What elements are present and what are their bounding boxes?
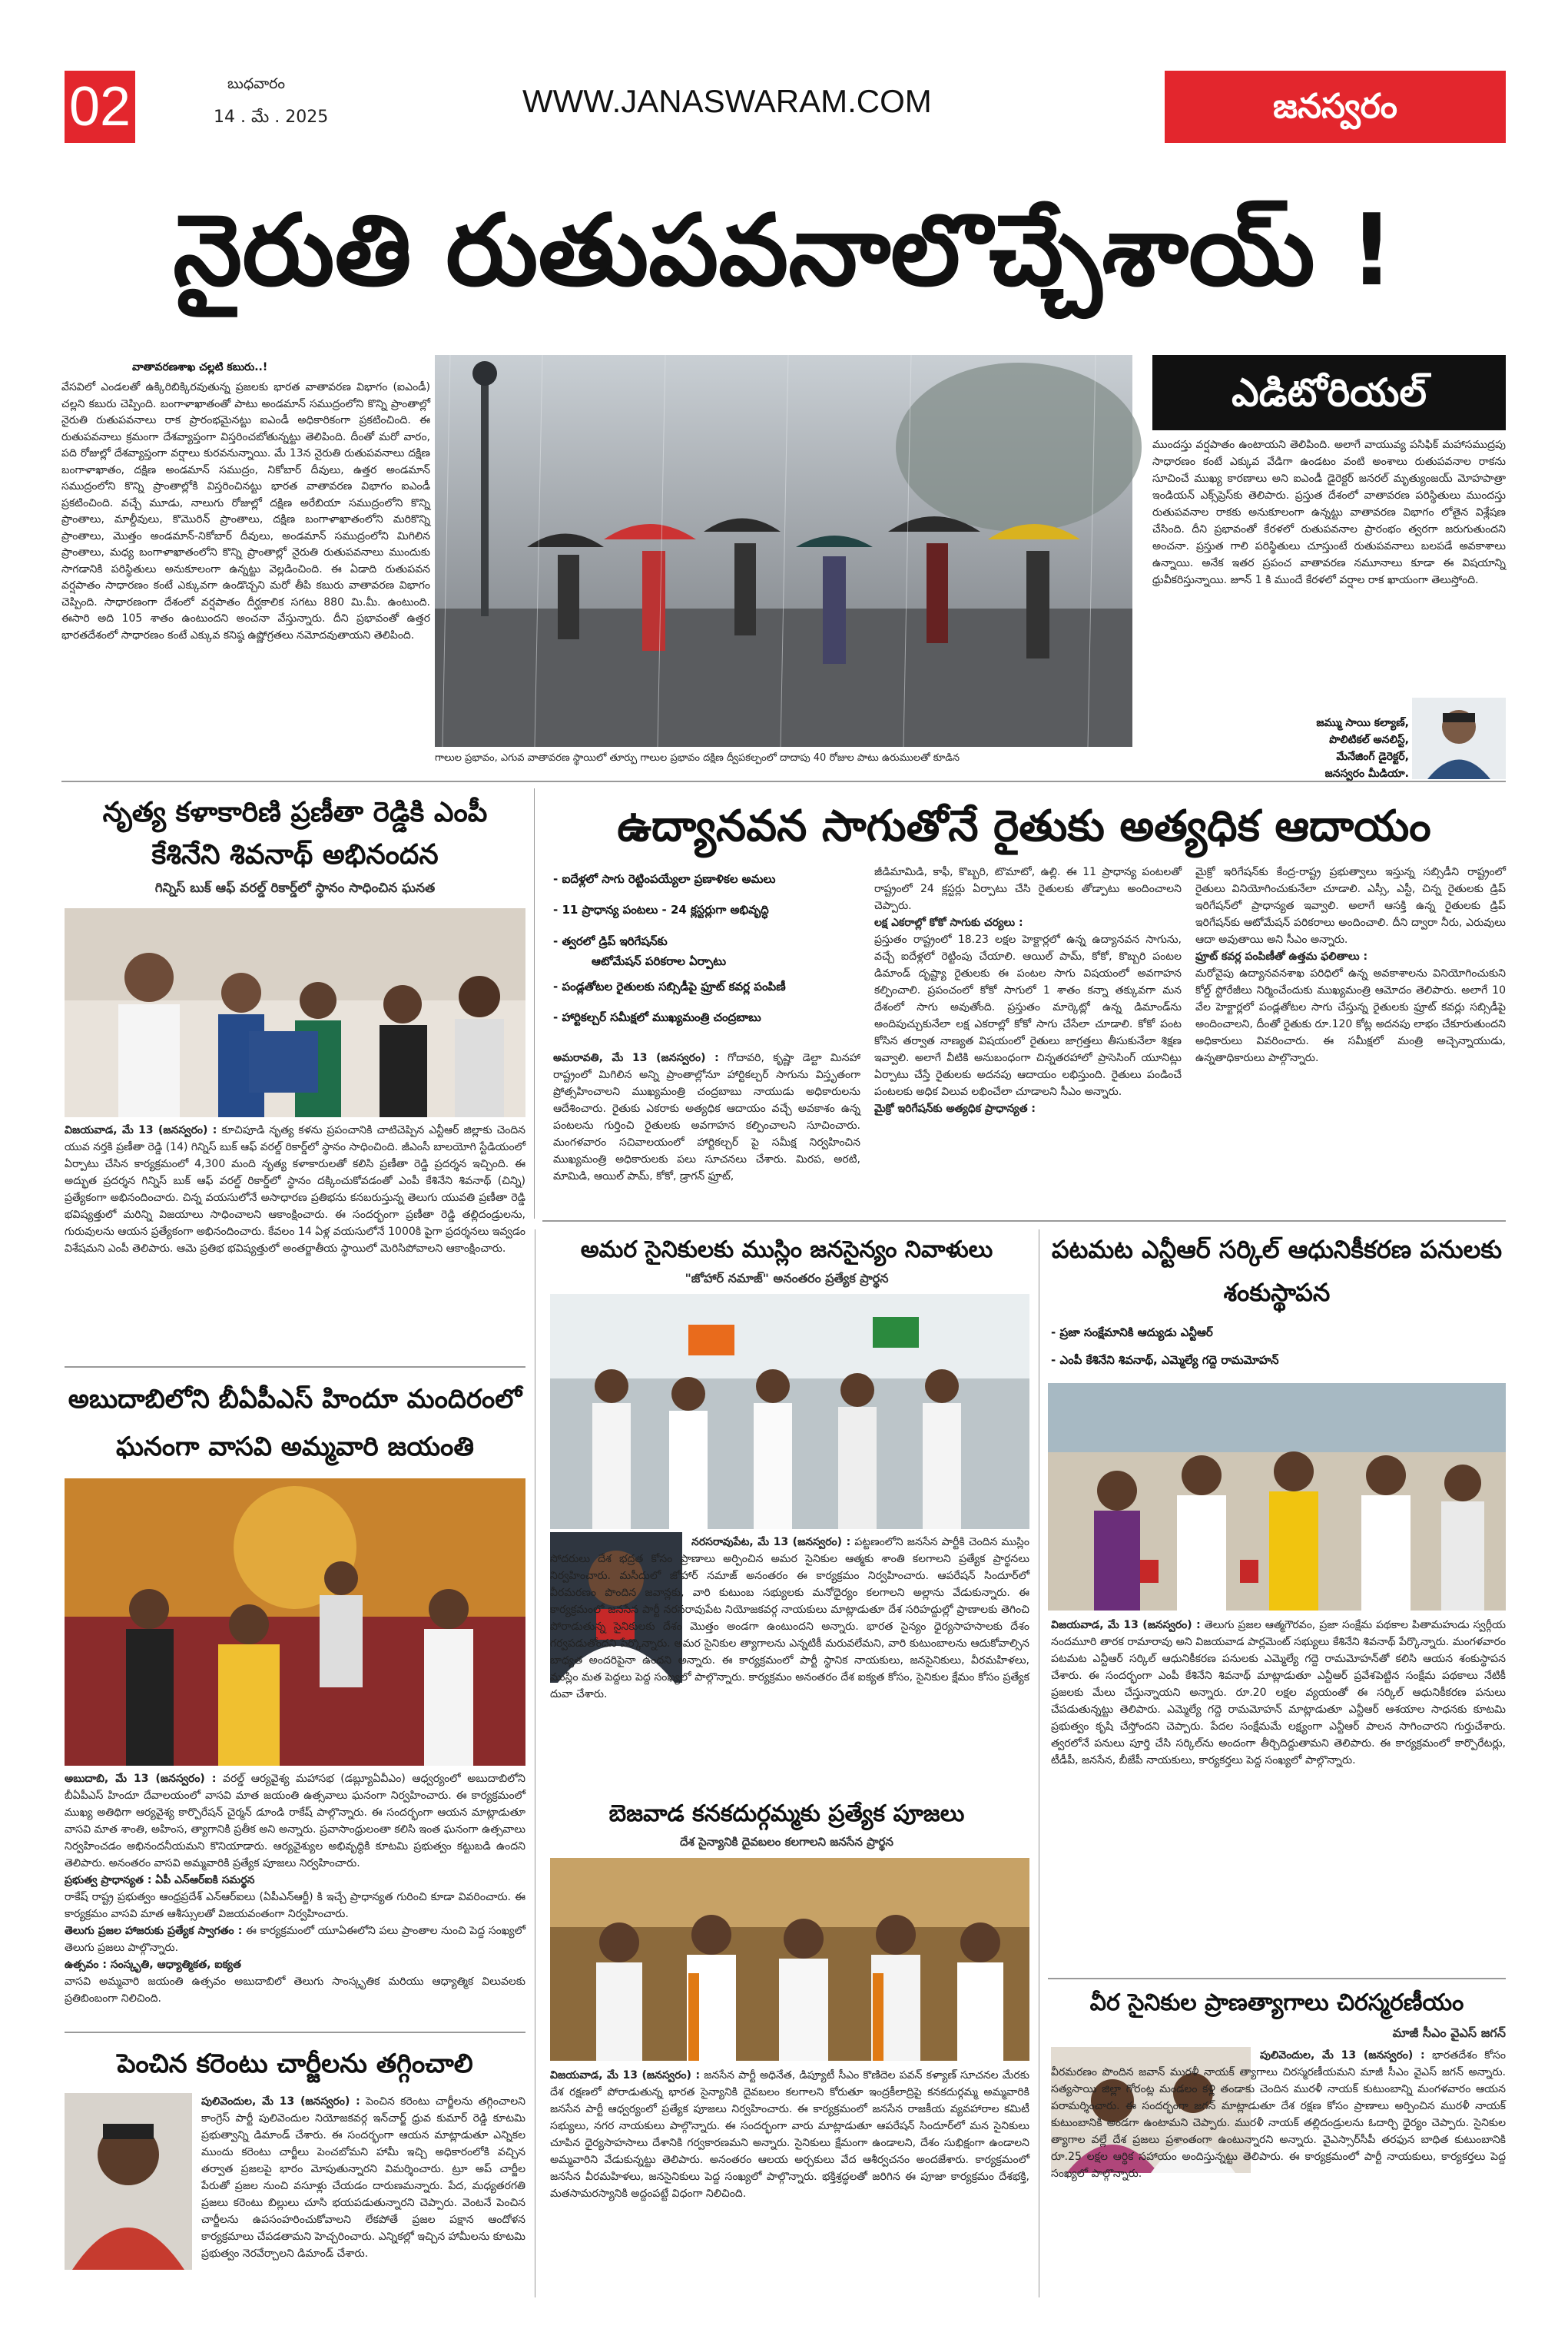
vasavi-subhead: ఉత్సవం : సంస్కృతి, ఆధ్యాత్మికత, ఐక్యత — [65, 1959, 241, 1971]
lead-photo-caption: గాలుల ప్రభావం, ఎగువ వాతావరణ స్థాయిలో తూర్పు గాలుల ప్రభావం దక్షిణ ద్వీపకల్పంలో దాదాపు 40 రోజుల పాటు ఉరుములతో కూడిన — [435, 752, 960, 764]
veera-subhead: మాజీ సీఎం వైఎస్ జగన్ — [1392, 2025, 1506, 2040]
page-number-box — [65, 71, 135, 143]
bullet-item: ఆటోమేషన్ పరికరాల ఏర్పాటు — [592, 954, 727, 968]
dance-text: కూచిపూడి నృత్య కళను ప్రపంచానికి చాటిచెప్పిన ఎన్టీఆర్ జిల్లాకు చెందిన యువ నర్తకి ప్రణీతా రెడ్డి (14) గిన్నిస్ బుక్ ఆఫ్ వరల్డ్ రికార్డ్‌లో స్థానం సాధించింది. జీఎంసీ బాలయోగి స్టేడియంలో ఏర్పాటు చేసిన కార్యక్రమంలో 4,300 మంది నృత్య కళాకారులతో కలిసి ప్రణీతా రెడ్డి ప్రదర్శన ఇచ్చింది. ఈ అద్భుత ప్రదర్శన గిన్నిస్ బుక్ ఆఫ్ వరల్డ్ రికార్డ్‌లో స్థానం దక్కించుకోవడంతో ఎంపీ కేశినేని శివనాథ్ (చిన్ని) ప్రత్యేకంగా అభినందించారు. చిన్న వయసులోనే అసాధారణ ప్రతిభను కనబరుస్తున్న తెలుగు యువతి ప్రణీతా రెడ్డి భవిష్యత్తులో మరిన్ని విజయాలు సాధించాలని ఆకాంక్షించారు. ఈ సందర్భంగా ప్రణీతా రెడ్డి తల్లిదండ్రులను, గురువులను ఆయన ప్రత్యేకంగా అభినందించారు. కేవలం 14 ఏళ్ల వయసులోనే 1000కి పైగా ప్రదర్శనలు ఇవ్వడం విశేషమని ఎంపీ తెలిపారు. ఆమె ప్రతిభ భవిష్యత్తులో అంతర్జాతీయ స్థాయిలో మెరిసిపోవాలని ఆకాంక్షించారు. — [65, 1124, 526, 1255]
section-divider — [65, 2032, 525, 2033]
bullet-item: - ఐదేళ్లలో సాగు రెట్టింపయ్యేలా ప్రణాళికల అమలు — [553, 872, 776, 886]
author-photo — [1412, 698, 1506, 779]
bullet-item: - పండ్లతోటల రైతులకు సబ్సిడీపై ఫ్రూట్ కవర్ల పంపిణీ — [553, 980, 786, 994]
horticulture-col1 — [553, 1050, 860, 1217]
editorial-author — [1228, 715, 1409, 782]
horticulture-col2b-text: ప్రస్తుతం రాష్ట్రంలో 18.23 లక్షల హెక్టార్లలో ఉన్న ఉద్యానవన సాగును, వచ్చే ఐదేళ్లలో రెట్టింపు చేయాలి. ఆయిల్ పామ్, కోకో, కొబ్బరి పంటల డిమాండ్ దృష్ట్యా రైతులకు ఈ పంటల సాగు విషయంలో అవగాహన కల్పించాలి. ప్రపంచంలో కోకో సాగులో 1 శాతం కన్నా తక్కువగా మన దేశంలో సాగు అవుతోంది. ప్రస్తుతం మార్కెట్లో ఉన్న డిమాండ్‌ను అందిపుచ్చుకునేలా లక్ష ఎకరాల్లో కోకో సాగు చేసేలా చూడాలి. కోకో పంట కోసిన తర్వాత నాణ్యత విషయంలో రైతులు జాగ్రత్తలు తీసుకునేలా శిక్షణ ఇవ్వాలి. అలాగే వీటికి అనుబంధంగా చిన్నతరహాలో ప్రాసెసింగ్ యూనిట్లు ఏర్పాటు చేస్తే రైతులకు అదనపు ఆదాయం లభిస్తుంది. రైతులు పండించే పంటలకు అధిక విలువ లభించేలా చూడాలని సీఎం అన్నారు. — [874, 934, 1182, 1098]
editorial-title-box — [1152, 355, 1506, 430]
bullet-item: - 11 ప్రాధాన్య పంటలు - 24 క్లస్టర్లుగా అభివృద్ధి — [553, 903, 769, 917]
amara-text: పట్టణంలోని జనసేన పార్టీకి చెందిన ముస్లిం సోదరులు దేశ భద్రత కోసం ప్రాణాలు అర్పించిన అమర సైనికుల ఆత్మకు శాంతి కలగాలని ప్రత్యేక ప్రార్థనలు నిర్వహించారు. మసీదులో జోహార్ నమాజ్ అనంతరం ఈ కార్యక్రమం నిర్వహించారు. ఆపరేషన్ సిందూర్‌లో వీరమరణం పొందిన జవాన్లకు, వారి కుటుంబ సభ్యులకు మనోధైర్యం కలగాలని అల్లాను వేడుకున్నారు. ఈ కార్యక్రమంలో జనసేన పార్టీ నరసరావుపేట నియోజకవర్గ నాయకులు మాట్లాడుతూ దేశ సరిహద్దుల్లో ప్రాణాలకు తెగించి పోరాడుతున్న సైనికులకు దేశం మొత్తం అండగా ఉంటుందని అన్నారు. భారత సైన్యం ధైర్యసాహసాలకు దేశం గర్వపడుతోందని పేర్కొన్నారు. అమర సైనికుల త్యాగాలను ఎన్నటికీ మరువలేమని, వారి కుటుంబాలను ఆదుకోవాల్సిన బాధ్యత అందరిపైనా ఉందని అన్నారు. ఈ కార్యక్రమంలో పార్టీ స్థానిక నాయకులు, జనసైనికులు, వీరమహిళలు, ముస్లిం మత పెద్దలు పెద్ద సంఖ్యలో పాల్గొన్నారు. కార్యక్రమం అనంతరం దేశ ఐక్యత కోసం, సైనికుల క్షేమం కోసం ప్రత్యేక దువా చేశారు. — [550, 1536, 1029, 1700]
bullet-item: - త్వరలో డ్రిప్ ఇరిగేషన్‌కు — [553, 934, 668, 948]
brand-logo-box — [1165, 71, 1506, 143]
horticulture-subhead: లక్ష ఎకరాల్లో కోకో సాగుకు చర్యలు : — [874, 917, 1023, 929]
section-divider — [65, 1366, 525, 1368]
ntr-bullets — [1051, 1319, 1504, 1374]
section-divider — [1048, 1978, 1506, 1979]
horticulture-col3b-text: మరోవైపు ఉద్యానవనశాఖ పరిధిలో ఉన్న అవకాశాలను వినియోగించుకుని కోల్డ్ స్టోరేజీలు నిర్మించేందుకు ముఖ్యమంత్రి ఆమోదం తెలిపారు. అలాగే 10 వేల హెక్టార్లలో పండ్లతోటల సాగు చేస్తున్న రైతులకు ఫ్రూట్ కవర్లు సబ్సిడీపై అందించాలని, దీంతో రైతుకు రూ.120 కోట్ల అదనపు లాభం చేకూరుతుందని అధికారులు వివరించారు. ఈ సమీక్షలో మంత్రి అచ్చెన్నాయుడు, ఉన్నతాధికారులు పాల్గొన్నారు. — [1195, 967, 1506, 1064]
horticulture-col2-text: జీడిమామిడి, కాఫీ, కొబ్బరి, టొమాటో, ఉల్లి. ఈ 11 ప్రాధాన్య పంటలతో రాష్ట్రంలో 24 క్లస్టర్లు ఏర్పాటు చేసి రైతులకు తోడ్పాటు అందించాలని చెప్పారు. — [874, 866, 1182, 912]
bullet-item: - ఎంపీ కేశినేని శివనాథ్, ఎమ్మెల్యే గద్దె రామమోహన్ — [1051, 1353, 1279, 1367]
vasavi-text: ఈ కార్యక్రమంలో యూఏఈలోని పలు ప్రాంతాల నుంచి పెద్ద సంఖ్యలో తెలుగు ప్రజలు పాల్గొన్నారు. — [65, 1925, 525, 1954]
dance-dateline: విజయవాడ, మే 13 (జనస్వరం) : — [65, 1124, 217, 1136]
vasavi-subhead: ప్రభుత్వ ప్రాధాన్యత : ఏపీ ఎన్ఆర్ఐకి సమర్థన — [65, 1874, 255, 1886]
horticulture-col3 — [1195, 864, 1506, 1219]
author-line: మేనేజింగ్ డైరెక్టర్, — [1336, 751, 1409, 763]
current-text: పెంచిన కరెంటు చార్జీలను తగ్గించాలని కాంగ్రెస్ పార్టీ పులివెందుల నియోజకవర్గ ఇన్‌చార్జ్ ధ్రువ కుమార్ రెడ్డి కూటమి ప్రభుత్వాన్ని డిమాండ్ చేశారు. ఈ సందర్భంగా ఆయన మాట్లాడుతూ ఎన్నికల ముందు కరెంటు చార్జీలు పెంచబోమని హామీ ఇచ్చి అధికారంలోకి వచ్చిన తర్వాత ప్రజలపై భారం మోపుతున్నారని విమర్శించారు. ట్రూ అప్ చార్జీల పేరుతో ప్రజల నుంచి వసూళ్లు చేయడం దారుణమన్నారు. పేద, మధ్యతరగతి ప్రజలు కరెంటు బిల్లులు చూసి భయపడుతున్నారని చెప్పారు. వెంటనే పెంచిన చార్జీలను ఉపసంహరించుకోవాలని లేకపోతే ప్రజల పక్షాన ఆందోళన కార్యక్రమాలు చేపడతామని హెచ్చరించారు. ఎన్నికల్లో ఇచ్చిన హామీలను కూటమి ప్రభుత్వం నెరవేర్చాలని డిమాండ్ చేశారు. — [201, 2095, 525, 2260]
page-number: 02 — [68, 76, 131, 138]
horticulture-bullets — [553, 864, 860, 1033]
dance-subhead: గిన్నిస్ బుక్ ఆఫ్ వరల్డ్ రికార్డ్‌లో స్థానం సాధించిన ఘనత — [154, 881, 436, 896]
dance-body — [65, 1122, 525, 1357]
ntr-text: తెలుగు ప్రజల ఆత్మగౌరవం, ప్రజా సంక్షేమ పథకాల పితామహుడు స్వర్గీయ నందమూరి తారక రామారావు అని విజయవాడ పార్లమెంట్ సభ్యులు కేశినేని శివనాథ్ పేర్కొన్నారు. మంగళవారం పటమట ఎన్టీఆర్ సర్కిల్ ఆధునికీకరణ పనులకు ఎమ్మెల్యే గద్దె రామమోహన్‌తో కలిసి ఆయన శంకుస్థాపన చేశారు. ఈ సందర్భంగా ఎంపీ కేశినేని శివనాథ్ మాట్లాడుతూ ఎన్టీఆర్ ప్రవేశపెట్టిన సంక్షేమ పథకాలు నేటికీ ప్రజలకు మేలు చేస్తున్నాయని అన్నారు. రూ.20 లక్షల వ్యయంతో ఈ సర్కిల్ ఆధునికీకరణ పనులు చేపడుతున్నట్టు తెలిపారు. ఎమ్మెల్యే గద్దె రామమోహన్ మాట్లాడుతూ ఎన్టీఆర్ ఆశయాల సాధనకు కూటమి ప్రభుత్వం కృషి చేస్తోందని చెప్పారు. పేదల సంక్షేమమే లక్ష్యంగా ఎన్టీఆర్ పాలన సాగించారని గుర్తుచేశారు. త్వరలోనే పనులు పూర్తి చేసి సర్కిల్‌ను అందంగా తీర్చిదిద్దుతామని తెలిపారు. ఈ కార్యక్రమంలో కార్పొరేటర్లు, టీడీపీ, జనసేన, బీజేపీ నాయకులు, కార్యకర్తలు పెద్ద సంఖ్యలో పాల్గొన్నారు. — [1051, 1619, 1507, 1766]
horticulture-col3-text: మైక్రో ఇరిగేషన్‌కు కేంద్ర-రాష్ట్ర ప్రభుత్వాలు ఇస్తున్న సబ్సిడీని రాష్ట్రంలో రైతులు వినియోగించుకునేలా చూడాలి. ఎస్సీ, ఎస్టీ, చిన్న రైతులకు డ్రిప్ ఇరిగేషన్‌లో ప్రాధాన్యత ఇవ్వాలి. అలాగే ఆసక్తి ఉన్న రైతులకు డ్రిప్ ఇరిగేషన్‌కు ఆటోమేషన్ పరికరాలు అందించాలి. దీని ద్వారా నీరు, ఎరువులు ఆదా అవుతాయి అని సీఎం అన్నారు. — [1195, 866, 1506, 946]
lead-kicker: వాతావరణశాఖ చల్లటి కబురు..! — [132, 361, 268, 373]
horticulture-col1-text: గోదావరి, కృష్ణా డెల్టా మినహా రాష్ట్రంలో మిగిలిన అన్ని ప్రాంతాల్లోనూ హార్టికల్చర్ సాగును విస్తృతంగా ప్రోత్సహించాలని ముఖ్యమంత్రి చంద్రబాబు నాయుడు అధికారులను ఆదేశించారు. రైతుకు ఎకరాకు అత్యధిక ఆదాయం వచ్చే అవకాశం ఉన్న పంటలను గుర్తించి రైతులకు అవగాహన కల్పించాలని సూచించారు. మంగళవారం సచివాలయంలో హార్టికల్చర్ పై సమీక్ష నిర్వహించిన ముఖ్యమంత్రి అధికారులకు పలు సూచనలు చేశారు. మిరప, అరటి, మామిడి, ఆయిల్ పామ్, కోకో, డ్రాగన్ ఫ్రూట్, — [553, 1052, 860, 1183]
dance-photo — [65, 908, 525, 1117]
horticulture-dateline: అమరావతి, మే 13 (జనస్వరం) : — [553, 1052, 719, 1064]
vasavi-subhead: తెలుగు ప్రజల హాజరుకు ప్రత్యేక స్వాగతం : — [65, 1925, 243, 1937]
bullet-item: - ప్రజా సంక్షేమానికి ఆద్యుడు ఎన్టీఆర్ — [1051, 1325, 1213, 1339]
veera-body — [1051, 2047, 1506, 2285]
horticulture-headline: ఉద్యానవన సాగుతోనే రైతుకు అత్యధిక ఆదాయం — [617, 801, 1431, 851]
kanaka-headline: బెజవాడ కనకదుర్గమ్మకు ప్రత్యేక పూజలు — [547, 1795, 1026, 1833]
section-divider — [542, 1220, 1506, 1222]
author-line: జమ్ము సాయి కల్యాణ్, — [1316, 717, 1409, 729]
horticulture-subhead: మైక్రో ఇరిగేషన్‌కు అత్యధిక ప్రాధాన్యత : — [874, 1103, 1036, 1115]
lead-story-body: వేసవిలో ఎండలతో ఉక్కిరిబిక్కిరవుతున్న ప్రజలకు భారత వాతావరణ విభాగం (ఐఎండీ) చల్లని కబురు చెప్పింది. బంగాళాఖాతంతో పాటు అండమాన్ సముద్రంలోని కొన్ని ప్రాంతాల్లో నైరుతి రుతుపవనాలు రాక ప్రారంభమైనట్టు ఐఎండీ అధికారికంగా ప్రకటించింది. ఈ రుతుపవనాలు క్రమంగా దేశవ్యాప్తంగా విస్తరించబోతున్నట్టు తెలిపింది. దీంతో మరో వారం, పది రోజుల్లో దేశవ్యాప్తంగా వర్షాలు కురవనున్నాయి. మే 13న నైరుతి రుతుపవనాలు దక్షిణ బంగాళాఖాతం, దక్షిణ అండమాన్ సముద్రం, నికోబార్ దీవులు, ఉత్తర అండమాన్ సముద్రంలోని కొన్ని ప్రాంతాల్లోకి విస్తరించినట్టు భారత వాతావరణ విభాగం ఐఎండీ ప్రకటించింది. వచ్చే మూడు, నాలుగు రోజుల్లో దక్షిణ అరేబియా సముద్రంలోని కొన్ని ప్రాంతాలు, మాల్దీవులు, కొమొరిన్ ప్రాంతాలు, దక్షిణ బంగాళాఖాతంలోని మరికొన్ని ప్రాంతాలు, మొత్తం అండమాన్-నికోబార్ దీవులు, అండమాన్ సముద్రంలోని మిగిలిన ప్రాంతాలు, మధ్య బంగాళాఖాతంలోని కొన్ని ప్రాంతాల్లో నైరుతి రుతుపవనాలు ముందుకు సాగడానికి పరిస్థితులు అనుకూలంగా ఉన్నట్టు వెల్లడించింది. ఈ ఏడాది రుతుపవన వర్షపాతం సాధారణం కంటే ఎక్కువగా ఉండొచ్చని మరో తీపి కబురు వాతావరణ విభాగం చెప్పింది. సాధారణంగా దేశంలో వర్షపాతం దీర్ఘకాలిక సగటు 880 మి.మీ. ఉంటుంది. ఈసారి అది 105 శాతం ఉంటుందని అంచనా వేస్తున్నారు. దీని ప్రభావంతో ఉత్తర భారతదేశంలో సాధారణం కంటే ఎక్కువ కనిష్ఠ ఉష్ణోగ్రతలు నమోదవుతాయని తెలిపింది. — [61, 381, 430, 642]
editorial-body: ముందస్తు వర్షపాతం ఉంటాయని తెలిపింది. అలాగే వాయువ్య పసిఫిక్ మహాసముద్రపు సాధారణం కంటే ఎక్కువ వేడిగా ఉండటం వంటి అంశాలు రుతుపవనాల రాకను సూచించే ముఖ్య కారణాలు అని ఐఎండీ డైరెక్టర్ జనరల్ మృత్యుంజయ్ మోహపాత్రా ఇండియన్ ఎక్స్‌ప్రెస్‌కు తెలిపారు. ప్రస్తుత దేశంలో వాతావరణ పరిస్థితులు ముందస్తు రుతుపవనాల రాకకు అనుకూలంగా ఉన్నట్టు వాతావరణ విభాగం లోతైన విశ్లేషణ చేసింది. దీని ప్రభావంతో కేరళలో రుతుపవనాల ప్రారంభం త్వరగా జరుగుతుందని అంచనా. ప్రస్తుత గాలి పరిస్థితులు చూస్తుంటే రుతుపవనాలు బలపడే అవకాశాలు ఉన్నాయి. అనేక ఇతర ప్రపంచ వాతావరణ నమూనాలు కూడా ఈ విషయాన్ని ధ్రువీకరిస్తున్నాయి. జూన్ 1 కి ముందే కేరళలో వర్షాల రాక ఖాయంగా తెలుస్తోంది. — [1152, 439, 1506, 586]
main-headline: నైరుతి రుతుపవనాలొచ్చేశాయ్ ! — [173, 194, 1394, 308]
veera-dateline: పులివెందుల, మే 13 (జనస్వరం) : — [1260, 2049, 1425, 2062]
editorial-title: ఎడిటోరియల్ — [1232, 370, 1427, 415]
ntr-photo — [1048, 1383, 1506, 1611]
kanaka-dateline: విజయవాడ, మే 13 (జనస్వరం) : — [550, 2069, 701, 2082]
ntr-headline: పటమట ఎన్టీఆర్ సర్కిల్ ఆధునికీకరణ పనులకు శంకుస్థాపన — [1051, 1235, 1503, 1307]
masthead-website[interactable]: WWW.JANASWARAM.COM — [522, 83, 932, 119]
current-headline: పెంచిన కరెంటు చార్జీలను తగ్గించాలి — [117, 2048, 473, 2079]
vasavi-text: వరల్డ్ ఆర్యవైశ్య మహాసభ (డబ్ల్యూఏవీఎం) ఆధ్వర్యంలో అబుదాబిలోని బీఏపీఎస్ హిందూ దేవాలయంలో వాసవి మాత జయంతి ఉత్సవాలు ఘనంగా నిర్వహించారు. ఈ కార్యక్రమంలో ముఖ్య అతిథిగా ఆర్యవైశ్య కార్పొరేషన్ చైర్మన్ డూండి రాకేష్ పాల్గొన్నారు. ఈ సందర్భంగా ఆయన మాట్లాడుతూ వాసవి మాత శాంతి, అహింస, త్యాగానికి ప్రతీక అని అన్నారు. ప్రవాసాంధ్రులంతా కలిసి ఇంత ఘనంగా ఉత్సవాలు నిర్వహించడం అభినందనీయమని కొనియాడారు. ఆర్యవైశ్యుల అభివృద్ధికి కూటమి ప్రభుత్వం కట్టుబడి ఉందని తెలిపారు. అనంతరం వాసవి అమ్మవారికి ప్రత్యేక పూజలు నిర్వహించారు. — [65, 1773, 526, 1869]
amara-headline: అమర సైనికులకు ముస్లిం జనసైన్యం నివాళులు — [580, 1236, 993, 1263]
section-divider — [61, 781, 1506, 782]
masthead-day: బుధవారం — [227, 75, 286, 92]
horticulture-subhead: ఫ్రూట్ కవర్ల పంపిణీతో ఉత్తమ ఫలితాలు : — [1195, 950, 1368, 963]
ntr-body — [1051, 1617, 1506, 1973]
vasavi-dateline: అబుదాబి, మే 13 (జనస్వరం) : — [65, 1773, 217, 1785]
kanaka-body — [550, 2067, 1029, 2297]
vasavi-text: వాసవి అమ్మవారి జయంతి ఉత్సవం అబుదాబిలో తెలుగు సాంస్కృతిక మరియు ఆధ్యాత్మిక విలువలకు ప్రతిబింబంగా నిలిచింది. — [65, 1975, 525, 2005]
vasavi-body — [65, 1770, 525, 2025]
amara-subhead: "జోహార్ నమాజ్" అనంతరం ప్రత్యేక ప్రార్థన — [685, 1271, 889, 1285]
author-line: జనస్వరం మీడియా. — [1324, 768, 1409, 780]
current-body — [201, 2093, 525, 2296]
vasavi-photo — [65, 1478, 525, 1766]
column-divider — [534, 788, 535, 1219]
bullet-item: - హార్టికల్చర్ సమీక్షలో ముఖ్యమంత్రి చంద్రబాబు — [553, 1010, 761, 1024]
masthead-date: 14 . మే . 2025 — [214, 108, 329, 127]
rain-photo — [435, 355, 1132, 747]
ntr-dateline: విజయవాడ, మే 13 (జనస్వరం) : — [1051, 1619, 1201, 1631]
veera-text: భారతదేశం కోసం వీరమరణం పొందిన జవాన్ మురళీ నాయక్ త్యాగాలు చిరస్మరణీయమని మాజీ సీఎం వైఎస్ జగన్ అన్నారు. సత్యసాయి జిల్లా గోరంట్ల మండలం కళ్లి తండాకు చెందిన మురళీ నాయక్ కుటుంబాన్ని మంగళవారం ఆయన పరామర్శించారు. ఈ సందర్భంగా జగన్ మాట్లాడుతూ దేశ రక్షణ కోసం ప్రాణాలు అర్పించిన మురళీ నాయక్ కుటుంబానికి అండగా ఉంటామని చెప్పారు. మురళీ నాయక్ తల్లిదండ్రులను ఓదార్చి ధైర్యం చెప్పారు. సైనికుల త్యాగాల వల్లే దేశ ప్రజలు ప్రశాంతంగా ఉంటున్నారని అన్నారు. వైఎస్సార్‌సీపీ తరఫున బాధిత కుటుంబానికి రూ.25 లక్షల ఆర్థిక సహాయం అందిస్తున్నట్టు తెలిపారు. ఈ కార్యక్రమంలో పార్టీ నాయకులు, కార్యకర్తలు పెద్ద సంఖ్యలో పాల్గొన్నారు. — [1051, 2049, 1506, 2180]
dance-headline: నృత్య కళాకారిణి ప్రణీతా రెడ్డికి ఎంపీ కేశినేని శివనాథ్ అభినందన — [102, 797, 488, 871]
kanaka-photo — [550, 1858, 1029, 2061]
current-dateline: పులివెందుల, మే 13 (జనస్వరం) : — [201, 2095, 360, 2108]
veera-headline: వీర సైనికుల ప్రాణత్యాగాలు చిరస్మరణీయం — [1089, 1989, 1464, 2016]
vasavi-text: రాకేష్ రాష్ట్ర ప్రభుత్వం ఆంధ్రప్రదేశ్ ఎన్ఆర్ఐలు (ఏపీఎన్ఆర్టీ) కి ఇచ్చే ప్రాధాన్యత గురించి కూడా వివరించారు. ఈ కార్యక్రమం వాసవి మాత ఆశీస్సులతో విజయవంతంగా నిర్వహించారు. — [65, 1891, 525, 1920]
brand-logo: జనస్వరం — [1272, 87, 1397, 126]
amara-photo-group — [550, 1294, 1029, 1529]
horticulture-col2 — [874, 864, 1182, 1219]
vasavi-headline: అబుదాబిలోని బీఏపీఎస్ హిందూ మందిరంలో ఘనంగా వాసవి అమ్మవారి జయంతి — [68, 1384, 522, 1462]
author-line: పొలిటికల్ అనలిస్ట్, — [1329, 734, 1409, 746]
current-photo — [65, 2093, 192, 2270]
amara-dateline: నరసరావుపేట, మే 13 (జనస్వరం) : — [691, 1536, 851, 1548]
kanaka-subhead: దేశ సైన్యానికి దైవబలం కలగాలని జనసేన ప్రార్థన — [680, 1835, 893, 1849]
kanaka-text: జనసేన పార్టీ అధినేత, డిప్యూటీ సీఎం కొణిదెల పవన్ కళ్యాణ్ సూచనల మేరకు దేశ రక్షణలో పోరాడుతున్న భారత సైన్యానికి దైవబలం కలగాలని కోరుతూ ఇంద్రకీలాద్రిపై కనకదుర్గమ్మ అమ్మవారికి జనసేన పార్టీ ఆధ్వర్యంలో ప్రత్యేక పూజలు నిర్వహించారు. ఈ కార్యక్రమంలో జనసేన రాజకీయ వ్యవహారాల కమిటీ సభ్యులు, నగర నాయకులు పాల్గొన్నారు. ఈ సందర్భంగా వారు మాట్లాడుతూ ఆపరేషన్ సిందూర్‌లో మన సైనికులు చూపిన ధైర్యసాహసాలు దేశానికి గర్వకారణమని అన్నారు. సైనికులు క్షేమంగా ఉండాలని, దేశం సుభిక్షంగా ఉండాలని అమ్మవారిని వేడుకున్నట్టు తెలిపారు. అనంతరం ఆలయ అర్చకులు వేద ఆశీర్వచనం అందజేశారు. కార్యక్రమంలో జనసేన వీరమహిళలు, జనసైనికులు పెద్ద సంఖ్యలో పాల్గొన్నారు. భక్తిశ్రద్ధలతో జరిగిన ఈ పూజా కార్యక్రమం దేశభక్తి, మతసామరస్యానికి అద్దంపట్టే విధంగా నిలిచింది. — [550, 2069, 1030, 2200]
